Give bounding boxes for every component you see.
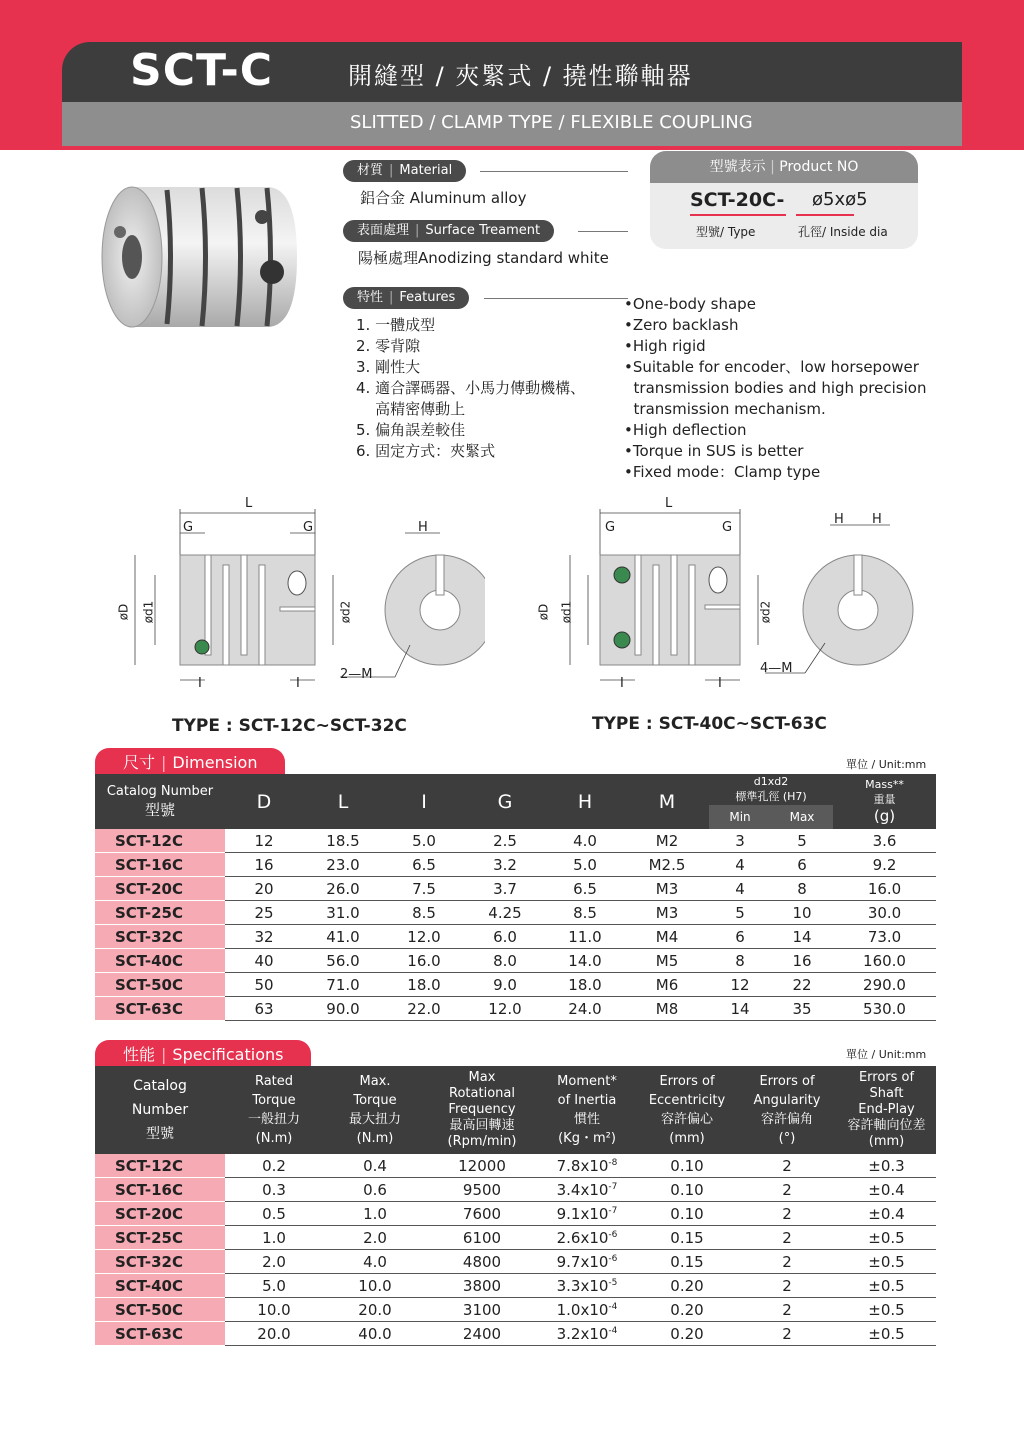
spec-header-catalog: Catalog Number 型號: [95, 1066, 225, 1154]
table-row: SCT-16C 16 23.0 6.5 3.2 5.0 M2.5 4 6 9.2: [95, 853, 936, 877]
feature-en-item: •High rigid: [624, 337, 706, 355]
feature-cn-item: 4. 適合譯碼器、小馬力傳動機構、: [356, 379, 586, 397]
feature-cn-item: 3. 剛性大: [356, 358, 421, 376]
dim-header-I: I: [383, 774, 465, 829]
dim-header-mass: Mass** 重量 (g): [833, 774, 936, 829]
dimension-unit: 單位 / Unit:mm: [846, 758, 927, 771]
table-row: SCT-16C 0.3 0.6 9500 $3.4x10^{-7}$ 0.10 2 ±0.4: [95, 1178, 936, 1202]
dim-H-left-2: H: [834, 512, 844, 527]
specifications-table-wrap: [95, 1066, 936, 1346]
type-caption-1: TYPE : SCT-12C~SCT-32C: [172, 716, 407, 736]
feature-en-item: •Zero backlash: [624, 316, 739, 334]
feature-en-item: •Suitable for encoder、low horsepower: [624, 358, 919, 376]
specifications-unit: 單位 / Unit:mm: [846, 1048, 927, 1061]
dim-header-min: Min: [709, 805, 771, 829]
product-no-bore: ø5xø5: [812, 189, 868, 210]
feature-cn-item: 2. 零背隙: [356, 337, 421, 355]
dim-header-bore: d1xd2 標準孔徑 (H7): [709, 774, 833, 805]
table-row: SCT-40C 5.0 10.0 3800 $3.3x10^{-5}$ 0.20 2 ±0.5: [95, 1274, 936, 1298]
dim-header-D: D: [225, 774, 303, 829]
feature-cn-item: 1. 一體成型: [356, 316, 436, 334]
table-row: SCT-25C 1.0 2.0 6100 $2.6x10^{-6}$ 0.15 2 ±0.5: [95, 1226, 936, 1250]
dim-header-G: G: [465, 774, 545, 829]
dimension-title: 尺寸 | Dimension: [95, 748, 285, 778]
dim-d1-2: ød1: [559, 600, 574, 624]
material-rule: [480, 171, 628, 172]
dim-I-right-1: I: [296, 676, 300, 691]
dim-I-right-2: I: [718, 676, 722, 691]
table-row: SCT-12C 12 18.5 5.0 2.5 4.0 M2 3 5 3.6: [95, 829, 936, 853]
dim-G-left-2: G: [605, 520, 616, 535]
dim-D-1: øD: [116, 603, 131, 621]
table-row: SCT-20C 0.5 1.0 7600 $9.1x10^{-7}$ 0.10 2 ±0.4: [95, 1202, 936, 1226]
dim-L-2: L: [665, 496, 673, 511]
dim-H-right-2: H: [872, 512, 882, 527]
feature-en-item: transmission mechanism.: [624, 400, 826, 418]
table-row: SCT-50C 10.0 20.0 3100 $1.0x10^{-4}$ 0.20 2 ±0.5: [95, 1298, 936, 1322]
dim-I-left-2: I: [620, 676, 624, 691]
feature-en-item: •Fixed mode：Clamp type: [624, 463, 821, 481]
dim-G-right-1: G: [303, 520, 314, 535]
dim-header-catalog: Catalog Number 型號: [95, 774, 225, 829]
title-chinese: 開縫型 / 夾緊式 / 撓性聯軸器: [348, 62, 693, 90]
table-row: SCT-12C 0.2 0.4 12000 $7.8x10^{-8}$ 0.10 2 ±0.3: [95, 1154, 936, 1178]
features-list-en: [624, 294, 926, 483]
dim-header-M: M: [625, 774, 709, 829]
table-row: SCT-20C 20 26.0 7.5 3.7 6.5 M3 4 8 16.0: [95, 877, 936, 901]
spec-header-max-frequency: Max Rotational Frequency 最高回轉速 (Rpm/min): [427, 1066, 537, 1154]
table-row: SCT-25C 25 31.0 8.5 4.25 8.5 M3 5 10 30.0: [95, 901, 936, 925]
feature-en-item: •High deflection: [624, 421, 747, 439]
dimension-table: [95, 774, 936, 1021]
material-value: 鋁合金 Aluminum alloy: [360, 189, 527, 207]
dim-M-2: 4—M: [760, 661, 793, 676]
surface-label: 表面處理 | Surface Treament: [343, 220, 554, 242]
spec-header-end-play: Errors of Shaft End-Play 容許軸向位差 (mm): [837, 1066, 936, 1154]
dia-underline: [796, 214, 854, 216]
material-label: 材質 | Material: [343, 160, 466, 182]
dim-header-L: L: [303, 774, 383, 829]
dim-d1-1: ød1: [141, 600, 156, 624]
coupling-photo: [92, 172, 310, 342]
dim-G-right-2: G: [722, 520, 733, 535]
specifications-table: [95, 1066, 936, 1346]
dimension-table-wrap: [95, 774, 936, 1021]
feature-cn-item: 高精密傳動上: [356, 400, 466, 418]
feature-cn-item: 6. 固定方式：夾緊式: [356, 442, 496, 460]
table-row: SCT-63C 20.0 40.0 2400 $3.2x10^{-4}$ 0.20 2 ±0.5: [95, 1322, 936, 1346]
table-row: SCT-50C 50 71.0 18.0 9.0 18.0 M6 12 22 290.0: [95, 973, 936, 997]
surface-rule: [578, 231, 628, 232]
dim-H-1: H: [418, 520, 428, 535]
table-row: SCT-32C 32 41.0 12.0 6.0 11.0 M4 6 14 73.0: [95, 925, 936, 949]
dim-L-1: L: [245, 496, 253, 511]
type-underline: [690, 214, 786, 216]
dim-M-1: 2—M: [340, 667, 373, 682]
dim-header-max: Max: [771, 805, 833, 829]
feature-en-item: transmission bodies and high precision: [624, 379, 927, 397]
drawing-type1: [105, 495, 485, 705]
title-english: SLITTED / CLAMP TYPE / FLEXIBLE COUPLING: [350, 112, 753, 133]
product-no-dia-label: 孔徑/ Inside dia: [798, 225, 888, 239]
feature-en-item: •One-body shape: [624, 295, 756, 313]
spec-header-eccentricity: Errors of Eccentricity 容許偏心 (mm): [637, 1066, 737, 1154]
spec-header-inertia: Moment* of Inertia 慣性 (Kg・m²): [537, 1066, 637, 1154]
feature-cn-item: 5. 偏角誤差較佳: [356, 421, 466, 439]
table-row: SCT-40C 40 56.0 16.0 8.0 14.0 M5 8 16 160.0: [95, 949, 936, 973]
features-label: 特性 | Features: [343, 287, 469, 309]
product-no-box: [650, 151, 918, 249]
table-row: SCT-63C 63 90.0 22.0 12.0 24.0 M8 14 35 530.0: [95, 997, 936, 1021]
specifications-title: 性能 | Specifications: [95, 1040, 311, 1070]
spec-header-max-torque: Max. Torque 最大扭力 (N.m): [323, 1066, 427, 1154]
dim-header-H: H: [545, 774, 625, 829]
product-no-header: 型號表示 | Product NO: [650, 151, 918, 183]
table-row: SCT-32C 2.0 4.0 4800 $9.7x10^{-6}$ 0.15 2 ±0.5: [95, 1250, 936, 1274]
dim-I-left-1: I: [198, 676, 202, 691]
dim-D-2: øD: [536, 603, 551, 621]
features-rule: [484, 298, 628, 299]
model-title: SCT-C: [130, 45, 274, 96]
spec-header-angularity: Errors of Angularity 容許偏角 (°): [737, 1066, 837, 1154]
dim-d2-1: ød2: [338, 600, 353, 624]
product-no-type-label: 型號/ Type: [696, 225, 756, 239]
features-list-cn: [356, 315, 585, 462]
spec-header-rated-torque: Rated Torque 一般扭力 (N.m): [225, 1066, 323, 1154]
dim-G-left-1: G: [183, 520, 194, 535]
surface-value: 陽極處理Anodizing standard white: [358, 249, 609, 267]
product-no-code: SCT-20C-: [690, 189, 785, 211]
dim-d2-2: ød2: [758, 600, 773, 624]
type-caption-2: TYPE : SCT-40C~SCT-63C: [592, 714, 827, 734]
feature-en-item: •Torque in SUS is better: [624, 442, 804, 460]
